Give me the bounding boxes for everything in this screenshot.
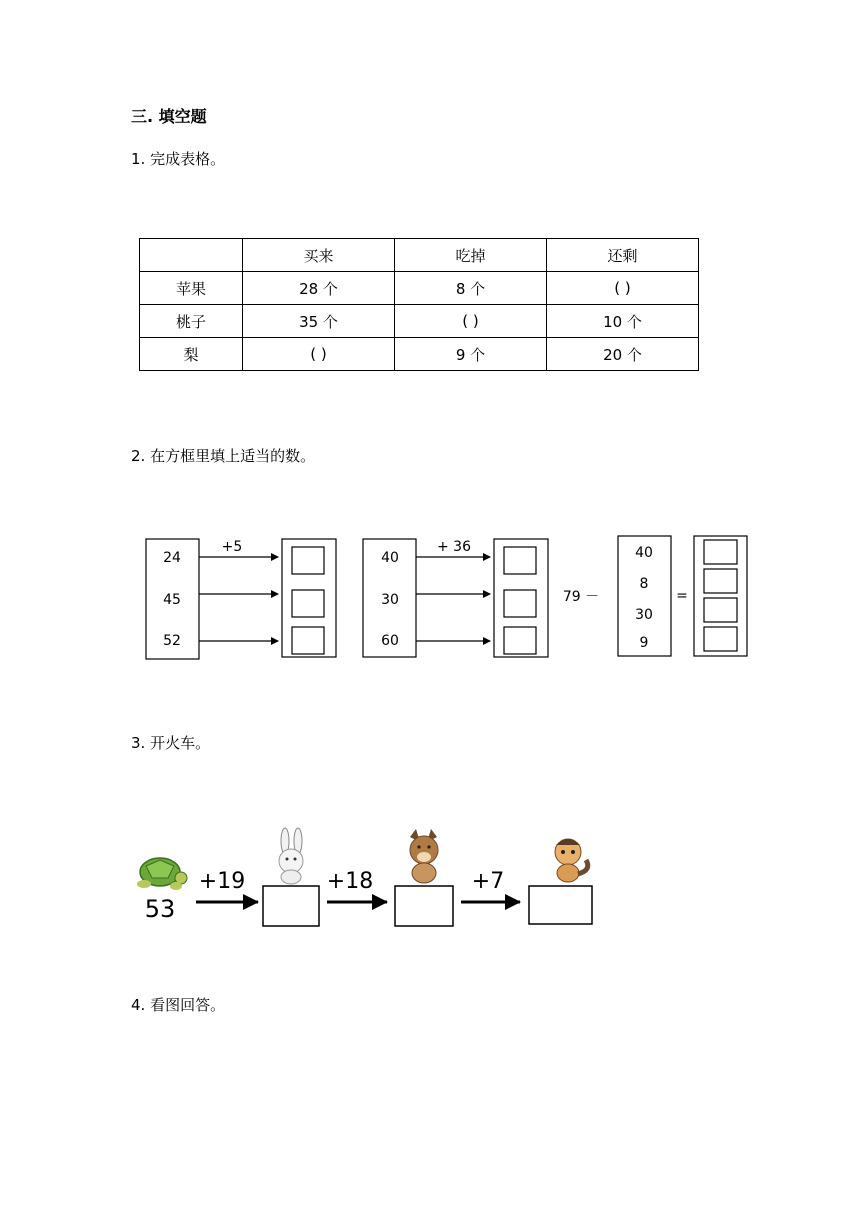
turtle-icon <box>137 858 187 890</box>
input-number: 45 <box>163 592 181 608</box>
answer-box[interactable] <box>292 547 324 574</box>
subtraction-prefix: 79 － <box>562 589 600 605</box>
mapping-group-3 <box>563 536 747 656</box>
answer-box[interactable] <box>504 547 536 574</box>
table-cell: 20 个 <box>547 338 699 371</box>
input-number: 24 <box>163 550 181 566</box>
output-column <box>282 539 336 657</box>
input-number: 52 <box>163 633 181 649</box>
answer-box[interactable] <box>504 627 536 654</box>
answer-box[interactable] <box>704 627 737 651</box>
input-number: 8 <box>639 576 649 592</box>
output-column <box>694 536 747 656</box>
train-answer-box[interactable] <box>395 886 453 926</box>
mapping-group-2 <box>363 539 548 657</box>
table-header-cell: 还剩 <box>547 239 699 272</box>
table-header-cell: 吃掉 <box>395 239 547 272</box>
equals-sign: = <box>676 588 688 604</box>
operation-label: +5 <box>221 539 243 555</box>
answer-box[interactable] <box>292 627 324 654</box>
input-number: 30 <box>635 607 653 623</box>
raccoon-icon <box>555 839 588 882</box>
table-blank-cell[interactable]: ( ) <box>395 305 547 338</box>
section-title: 三. 填空题 <box>131 107 207 126</box>
start-number: 53 <box>144 895 176 923</box>
table-row-label: 苹果 <box>140 272 243 305</box>
answer-box[interactable] <box>704 598 737 622</box>
table-blank-cell[interactable]: ( ) <box>547 272 699 305</box>
question-3-label: 3. 开火车。 <box>131 734 211 752</box>
train-answer-box[interactable] <box>529 886 592 924</box>
answer-box[interactable] <box>704 569 737 593</box>
dog-icon <box>410 829 438 883</box>
input-number: 30 <box>381 592 399 608</box>
train-operation: +7 <box>471 869 505 894</box>
table-row-label: 桃子 <box>140 305 243 338</box>
operation-label: + 36 <box>437 539 471 555</box>
train-diagram <box>137 828 592 926</box>
question-1-label: 1. 完成表格。 <box>131 150 226 168</box>
table-row-label: 梨 <box>140 338 243 371</box>
train-answer-box[interactable] <box>263 886 319 926</box>
table-blank-cell[interactable]: ( ) <box>243 338 395 371</box>
question-4-label: 4. 看图回答。 <box>131 996 226 1014</box>
answer-box[interactable] <box>504 590 536 617</box>
answer-box[interactable] <box>292 590 324 617</box>
train-operation: +19 <box>198 869 246 894</box>
train-operation: +18 <box>326 869 374 894</box>
output-column <box>494 539 548 657</box>
question-2-label: 2. 在方框里填上适当的数。 <box>131 447 316 465</box>
answer-box[interactable] <box>704 540 737 564</box>
table-cell: 10 个 <box>547 305 699 338</box>
table-header-cell: 买来 <box>243 239 395 272</box>
input-number: 9 <box>639 635 649 651</box>
table-cell: 28 个 <box>243 272 395 305</box>
table-cell: 35 个 <box>243 305 395 338</box>
input-number: 40 <box>635 545 653 561</box>
input-number: 40 <box>381 550 399 566</box>
table-cell: 8 个 <box>395 272 547 305</box>
table-cell: 9 个 <box>395 338 547 371</box>
mapping-group-1 <box>146 539 336 659</box>
input-number: 60 <box>381 633 399 649</box>
rabbit-icon <box>279 828 303 884</box>
